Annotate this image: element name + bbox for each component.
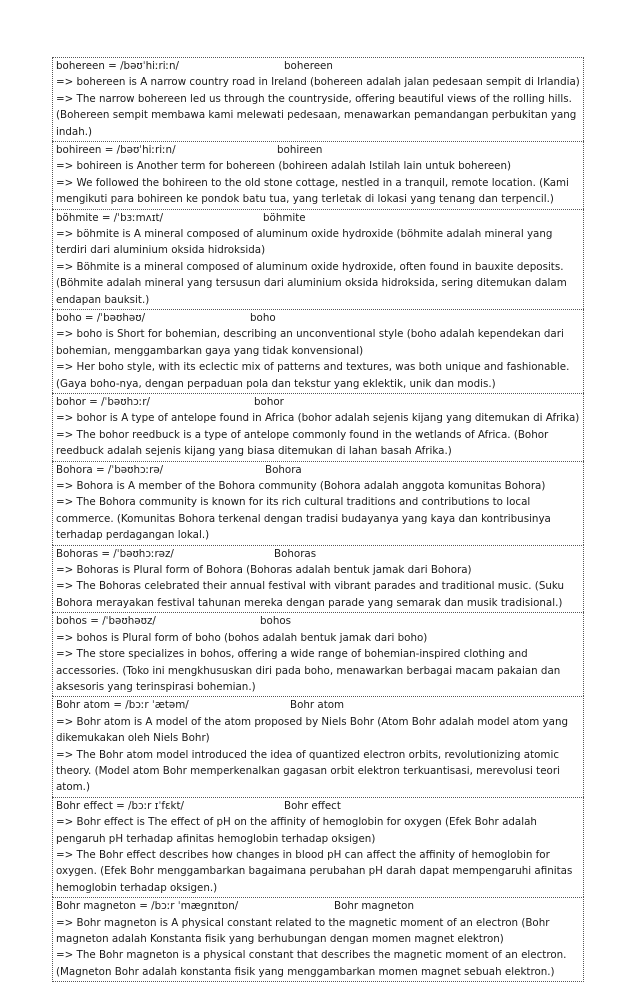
entry-example: => The Bohora community is known for its rich cultural traditions and contributions to local commerce. (Komunitas Bohora terkenal dengan tradisi budayanya yang kaya dan kontribusinya terhadap perdagangan lokal.)	[56, 496, 551, 542]
entry-example: => The store specializes in bohos, offering a wide range of bohemian-inspired clothing and accessories. (Toko ini mengkhususkan diri pada boho, menawarkan berbagai macam pakaian dan aksesoris yang terinspirasi bohemian.)	[56, 648, 561, 693]
dictionary-entry	[52, 461, 584, 545]
entry-word: bohor	[254, 396, 284, 409]
dictionary-entry	[52, 57, 584, 141]
dictionary-entry	[52, 393, 584, 461]
dictionary-entry	[52, 309, 584, 393]
entry-header	[56, 697, 581, 713]
entry-definition: => boho is Short for bohemian, describing an unconventional style (boho adalah kependekan dari bohemian, menggambarkan gaya yang tidak konvensional)	[56, 328, 564, 357]
entry-header	[56, 898, 581, 914]
dictionary-entry	[52, 612, 584, 696]
entry-definition: => Bohr magneton is A physical constant related to the magnetic moment of an electron (Bohr magneton adalah Konstanta fisik yang berhubungan dengan momen magnet elektron)	[56, 916, 550, 945]
dictionary-entry	[52, 545, 584, 613]
entry-word: bohereen	[284, 60, 333, 72]
entry-definition: => Bohora is A member of the Bohora community (Bohora adalah anggota komunitas Bohora)	[56, 480, 546, 493]
entry-definition: => bohor is A type of antelope found in Africa (bohor adalah sejenis kijang yang ditemukan di Afrika)	[56, 412, 580, 425]
entry-header	[56, 613, 581, 629]
entry-definition: => Bohoras is Plural form of Bohora (Bohoras adalah bentuk jamak dari Bohora)	[56, 564, 472, 577]
dictionary-entry	[52, 797, 584, 897]
entry-word: Bohr magneton	[334, 900, 414, 913]
entry-header	[56, 58, 581, 74]
dictionary-page	[52, 57, 584, 982]
entry-word: Bohr atom	[290, 699, 345, 712]
dictionary-entry	[52, 696, 584, 796]
entry-example: => The Bohr magneton is a physical constant that describes the magnetic moment of an electron. (Magneton Bohr adalah konstanta fisik yang menggambarkan momen magnet sebuah elektron.)	[56, 949, 567, 978]
entry-example: => Her boho style, with its eclectic mix of patterns and textures, was both unique and fashionable. (Gaya boho-nya, dengan perpaduan pola dan tekstur yang eklektik, unik dan modis.)	[56, 361, 570, 390]
entry-example: => The Bohoras celebrated their annual festival with vibrant parades and traditional music. (Suku Bohora merayakan festival tahunan mereka dengan parade yang semarak dan musik tradisional.)	[56, 580, 565, 609]
entry-word: Bohora	[265, 463, 302, 476]
entry-pronunciation: boho = /ˈbəʊhəʊ/	[56, 312, 146, 325]
entry-pronunciation: Bohr atom = /bɔːr ˈætəm/	[56, 699, 189, 712]
entry-example: => We followed the bohireen to the old stone cottage, nestled in a tranquil, remote location. (Kami mengikuti para bohireen ke pondok batu tua, yang terletak di lokasi yang tenang dan terpencil.)	[56, 176, 569, 206]
entry-pronunciation: Bohora = /ˈbəʊhɔːrə/	[56, 463, 164, 476]
entry-pronunciation: bohereen = /bəʊˈhiːriːn/	[56, 60, 180, 72]
entry-header	[56, 142, 581, 158]
entry-pronunciation: bohos = /ˈbəʊhəʊz/	[56, 615, 156, 628]
dictionary-entry	[52, 897, 584, 982]
entry-example: => The narrow bohereen led us through the countryside, offering beautiful views of the rolling hills. (Bohereen sempit membawa kami melewati pedesaan, menawarkan pemandangan perbukitan yang indah.)	[56, 92, 577, 138]
entry-example: => The bohor reedbuck is a type of antelope commonly found in the wetlands of Africa. (Bohor reedbuck adalah sejenis kijang yang biasa ditemukan di lahan basah Afrika.)	[56, 428, 549, 458]
entry-word: bohos	[260, 615, 292, 628]
entry-pronunciation: Bohr effect = /bɔːr ɪˈfɛkt/	[56, 799, 184, 812]
entry-header	[56, 394, 581, 410]
entry-pronunciation: bohor = /ˈbəʊhɔːr/	[56, 396, 150, 409]
entry-pronunciation: Bohoras = /ˈbəʊhɔːrəz/	[56, 547, 174, 560]
entry-pronunciation: böhmite = /ˈbɜːmʌɪt/	[56, 211, 164, 224]
entry-header	[56, 462, 581, 478]
entry-header	[56, 798, 581, 814]
entry-header	[56, 210, 581, 226]
entry-definition: => bohos is Plural form of boho (bohos adalah bentuk jamak dari boho)	[56, 631, 428, 644]
entry-header	[56, 546, 581, 562]
entry-word: böhmite	[263, 211, 306, 224]
entry-example: => The Bohr atom model introduced the idea of quantized electron orbits, revolutionizing atomic theory. (Model atom Bohr memperkenalkan gagasan orbit elektron terkuantisasi, merevolusi teori atom.)	[56, 748, 560, 794]
entry-definition: => Bohr atom is A model of the atom proposed by Niels Bohr (Atom Bohr adalah model atom yang dikemukakan oleh Niels Bohr)	[56, 715, 569, 745]
dictionary-entry	[52, 209, 584, 309]
entry-pronunciation: Bohr magneton = /bɔːr ˈmæɡnɪtɒn/	[56, 900, 239, 913]
entry-definition: => Bohr effect is The effect of pH on the affinity of hemoglobin for oxygen (Efek Bohr adalah pengaruh pH terhadap afinitas hemoglobin terhadap oksigen)	[56, 816, 537, 845]
entry-word: Bohr effect	[284, 799, 341, 812]
entry-word: bohireen	[277, 144, 323, 157]
entry-header	[56, 310, 581, 326]
entry-definition: => bohireen is Another term for bohereen (bohireen adalah Istilah lain untuk bohereen)	[56, 160, 512, 173]
entry-pronunciation: bohireen = /bəʊˈhiːriːn/	[56, 144, 176, 157]
entry-example: => Böhmite is a mineral composed of aluminum oxide hydroxide, often found in bauxite deposits. (Böhmite adalah mineral yang tersusun dari aluminium oksida hidroksida, sering ditemukan dalam endapan bauksit.)	[56, 260, 567, 306]
entry-definition: => bohereen is A narrow country road in Ireland (bohereen adalah jalan pedesaan sempit di Irlandia)	[56, 76, 580, 89]
dictionary-entry	[52, 141, 584, 209]
entry-definition: => böhmite is A mineral composed of aluminum oxide hydroxide (böhmite adalah mineral yang terdiri dari aluminium oksida hidroksida)	[56, 228, 553, 257]
entry-word: Bohoras	[274, 547, 317, 560]
entry-example: => The Bohr effect describes how changes in blood pH can affect the affinity of hemoglobin for oxygen. (Efek Bohr menggambarkan bagaimana perubahan pH darah dapat mempengaruhi afinitas hemoglobin terhadap oksigen.)	[56, 848, 573, 894]
entry-word: boho	[250, 312, 276, 325]
